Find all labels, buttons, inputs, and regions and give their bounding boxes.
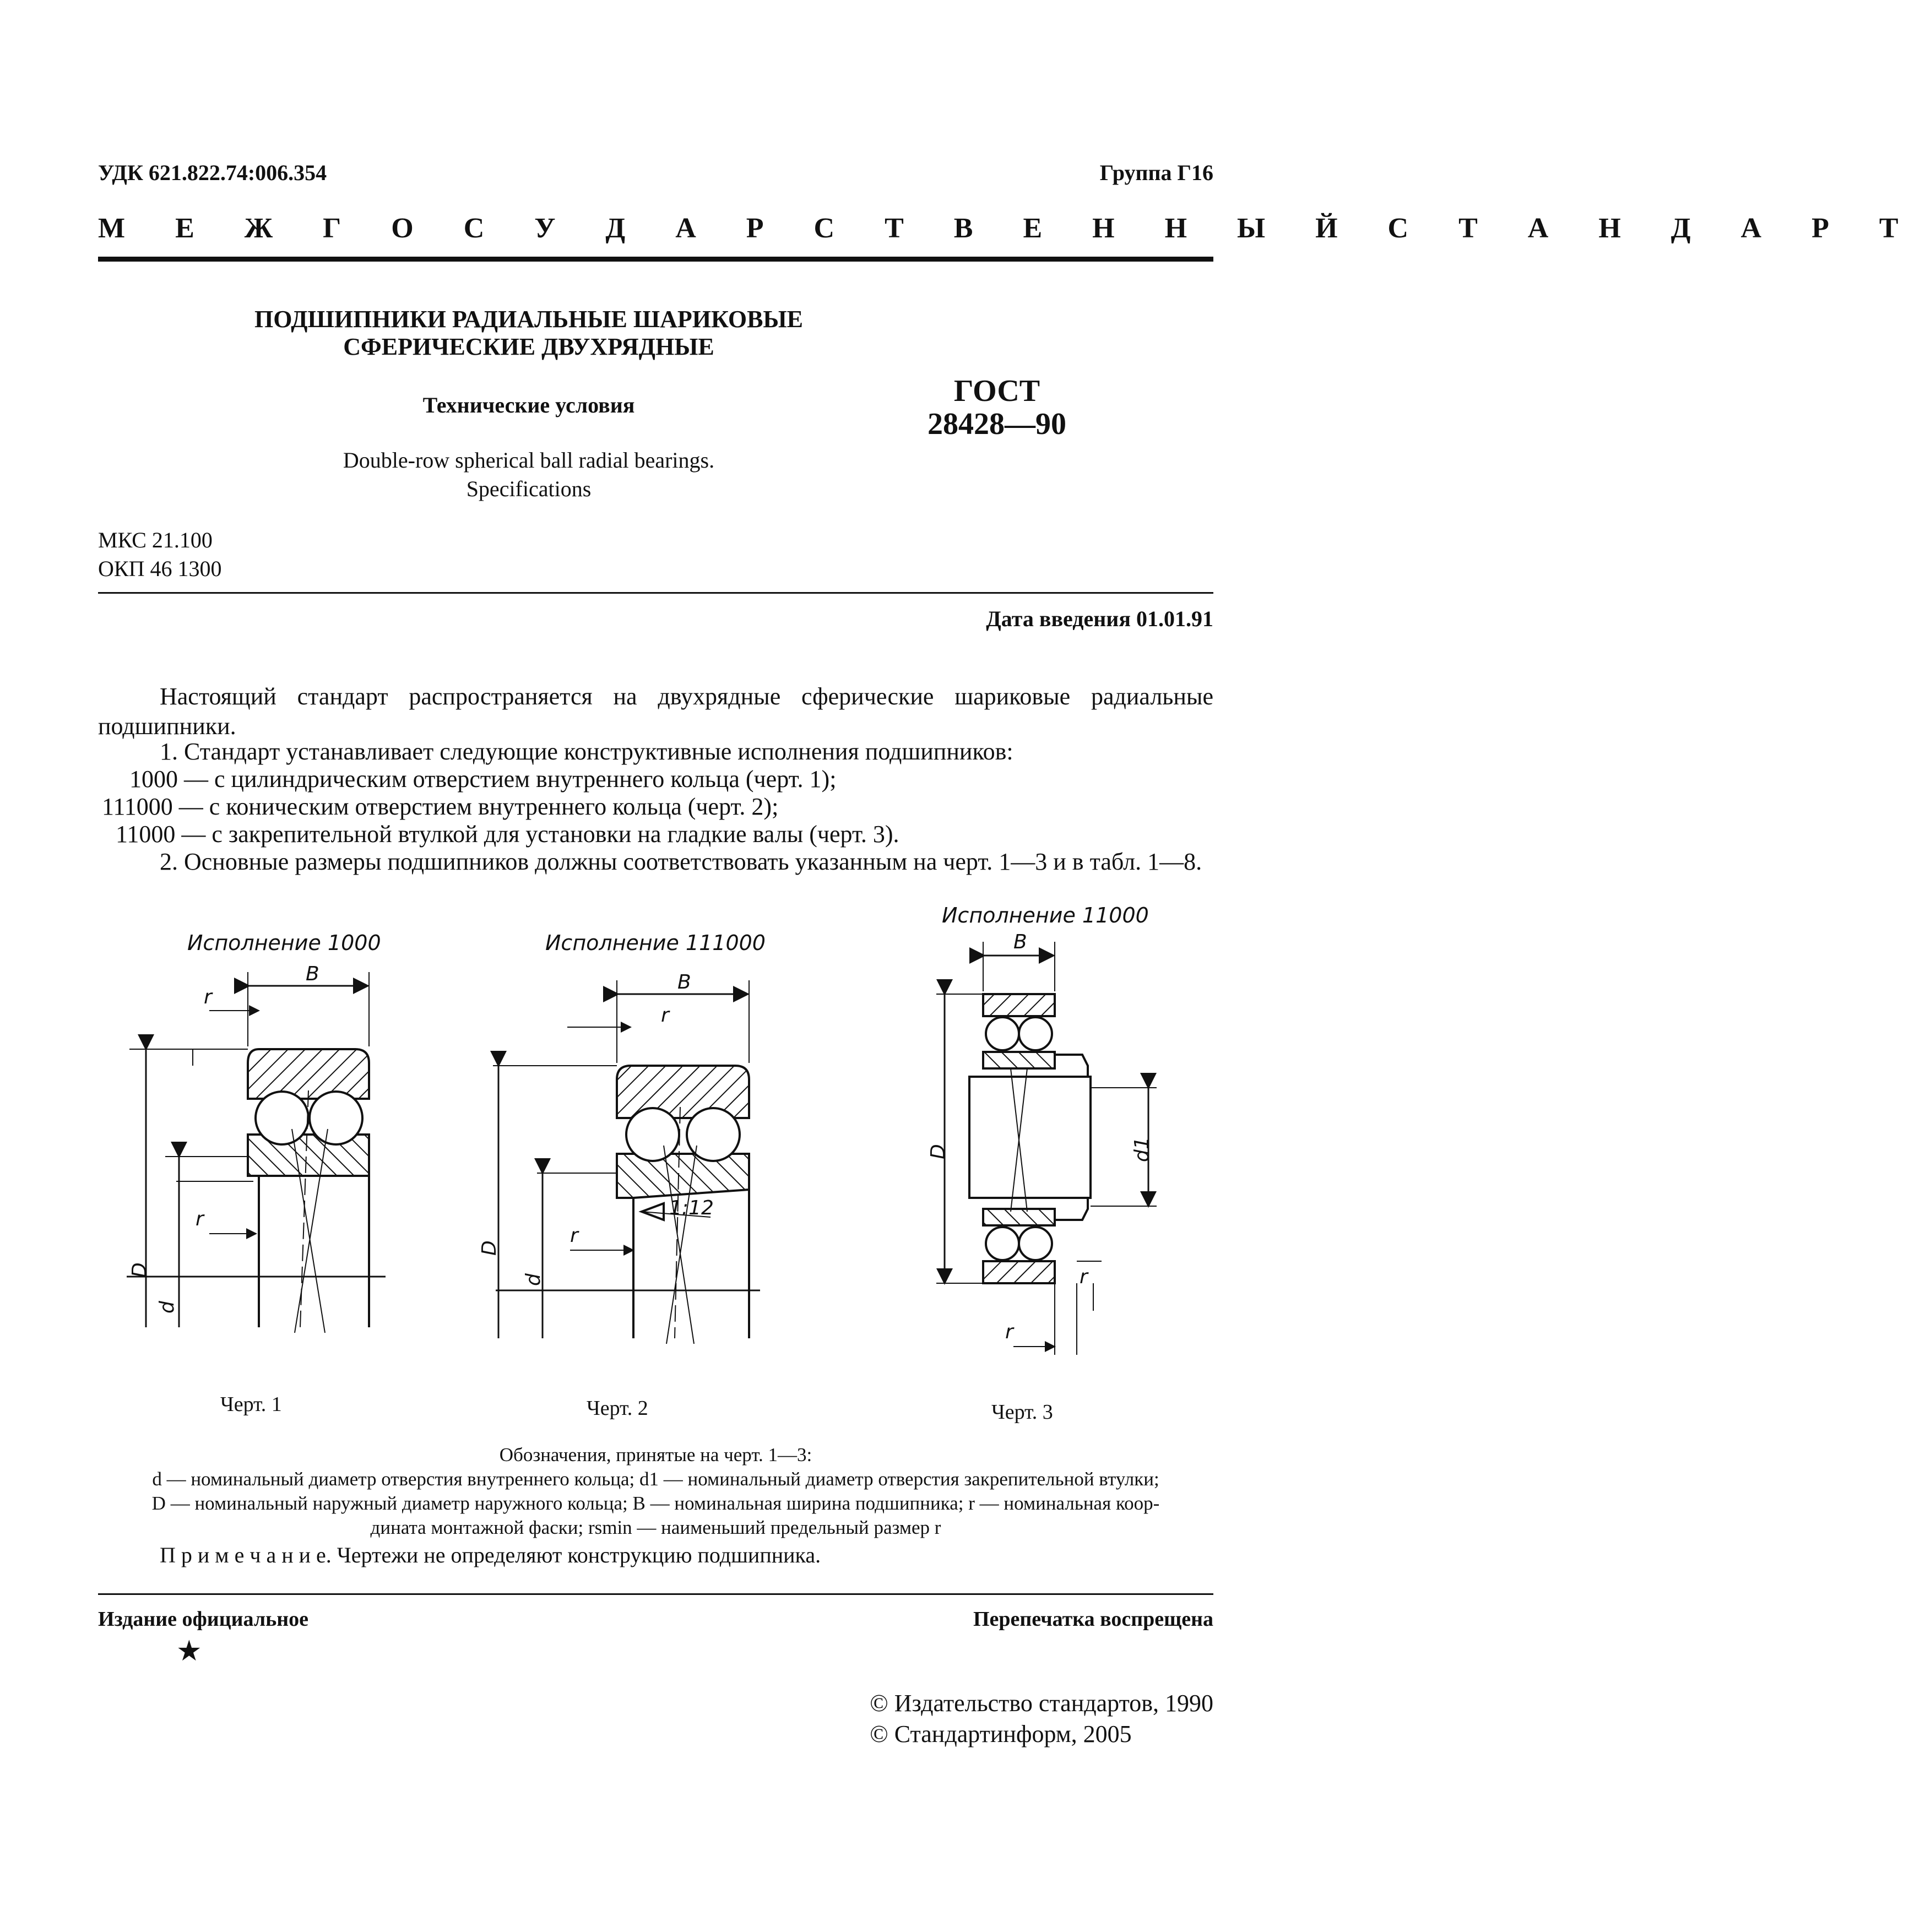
fig3-upper-ball-right [1019,1017,1052,1050]
introduction-date: Дата введения 01.01.91 [986,606,1213,631]
reprint-notice: Перепечатка воспрещена [973,1608,1213,1631]
group-code: Группа Г16 [1099,160,1213,185]
fig2-ball-right [687,1108,740,1161]
fig1-heading: Исполнение 1000 [187,931,381,955]
gost-label: ГОСТ [953,374,1040,408]
intro-paragraph: Настоящий стандарт распространяется на двухрядные сферические шариковые радиальные подшипники. [98,683,1213,740]
fig1-label-d: d [156,1301,178,1314]
legend-line-2: D — номинальный наружный диаметр наружного кольца; B — номинальная ширина подшипника; r — номинальная коор- [151,1493,1160,1514]
fig3-adapter-sleeve [969,1077,1091,1198]
fig1-ball-right [310,1092,362,1144]
fig1-label-r-low: r [196,1208,204,1230]
legend-line-3: дината монтажной фаски; rsmin — наименьший предельный размер r [370,1517,941,1538]
fig1-ball-left [256,1092,308,1144]
footer-rule [98,1593,1213,1595]
fig2-label-B: B [677,971,691,994]
fig3-label-B: B [1013,931,1027,953]
legend-line-1: d — номинальный диаметр отверстия внутреннего кольца; d1 — номинальный диаметр отверстия закрепительной втулки; [152,1468,1159,1490]
fig2-heading: Исполнение 111000 [545,931,766,955]
fig2-inner-ring [617,1154,749,1198]
copyright-1990: © Издательство стандартов, 1990 [870,1690,1213,1717]
fig2-outer-ring [617,1066,749,1118]
fig3-lock-nut-bottom [1055,1198,1088,1220]
title-line-2: СФЕРИЧЕСКИЕ ДВУХРЯДНЫЕ [343,333,714,360]
fig3-upper-inner-ring [983,1052,1055,1068]
title-line-1: ПОДШИПНИКИ РАДИАЛЬНЫЕ ШАРИКОВЫЕ [254,306,803,333]
okp-code: ОКП 46 1300 [98,556,222,581]
legend-heading: Обозначения, принятые на черт. 1—3: [499,1444,812,1466]
fig2-taper-label: 1:12 [669,1197,714,1219]
copyright-2005: © Стандартинформ, 2005 [870,1721,1132,1748]
list-item-11000: 11000 — с закрепительной втулкой для установки на гладкие валы (черт. 3). [116,821,899,848]
list-item-1000: 1000 — с цилиндрическим отверстием внутреннего кольца (черт. 1); [129,766,837,793]
fig3-lower-ball-right [1019,1227,1052,1260]
fig2-label-r-low: r [570,1224,578,1247]
english-line-2: Specifications [466,476,592,501]
fig3-heading: Исполнение 11000 [942,903,1149,927]
fig2-ball-left [626,1108,679,1161]
fig2-label-r-top: r [661,1004,669,1027]
paragraph-2: 2. Основные размеры подшипников должны соответствовать указанным на черт. 1—3 и в табл. 1—8. [160,848,1202,875]
fig1-label-D: D [128,1262,151,1278]
fig1-drawing [127,972,386,1333]
doc-subtitle: Технические условия [422,393,635,417]
fig3-upper-outer-ring [983,994,1055,1016]
fig3-caption: Черт. 3 [991,1401,1053,1424]
gost-number: 28428—90 [928,407,1066,441]
legend [98,1443,1213,1540]
mks-code: МКС 21.100 [98,528,213,552]
fig2-drawing [493,980,760,1344]
edition-label: Издание официальное [98,1608,309,1631]
list-item-111000: 111000 — с коническим отверстием внутреннего кольца (черт. 2); [102,793,779,820]
fig3-lower-inner-ring [983,1209,1055,1225]
note: П р и м е ч а н и е. Чертежи не определяют конструкцию подшипника. [160,1543,821,1567]
fig3-label-r-side: r [1080,1266,1088,1288]
fig1-label-r-top: r [204,986,212,1008]
fig3-upper-ball-left [986,1017,1019,1050]
fig3-drawing [936,942,1157,1355]
star-icon: ★ [176,1636,202,1667]
fig3-label-r-low: r [1005,1321,1013,1343]
standard-type: М Е Ж Г О С У Д А Р С Т В Е Н Н Ы Й С Т А Н Д А Р Т [98,213,1920,244]
fig2-label-D: D [478,1240,501,1256]
fig2-caption: Черт. 2 [587,1397,648,1420]
fig3-lower-ball-left [986,1227,1019,1260]
fig3-lock-nut-top [1055,1055,1088,1077]
fig3-label-D: D [927,1144,950,1159]
udk-code: УДК 621.822.74:006.354 [98,160,327,185]
fig1-caption: Черт. 1 [220,1393,282,1416]
english-line-1: Double-row spherical ball radial bearings. [343,448,715,473]
fig3-label-d1: d1 [1131,1137,1153,1162]
paragraph-1: 1. Стандарт устанавливает следующие конструктивные исполнения подшипников: [160,738,1013,765]
fig1-label-B: B [306,963,319,985]
fig3-lower-outer-ring [983,1261,1055,1283]
copyright-block [870,1688,1213,1750]
fig2-label-d: d [522,1273,545,1286]
